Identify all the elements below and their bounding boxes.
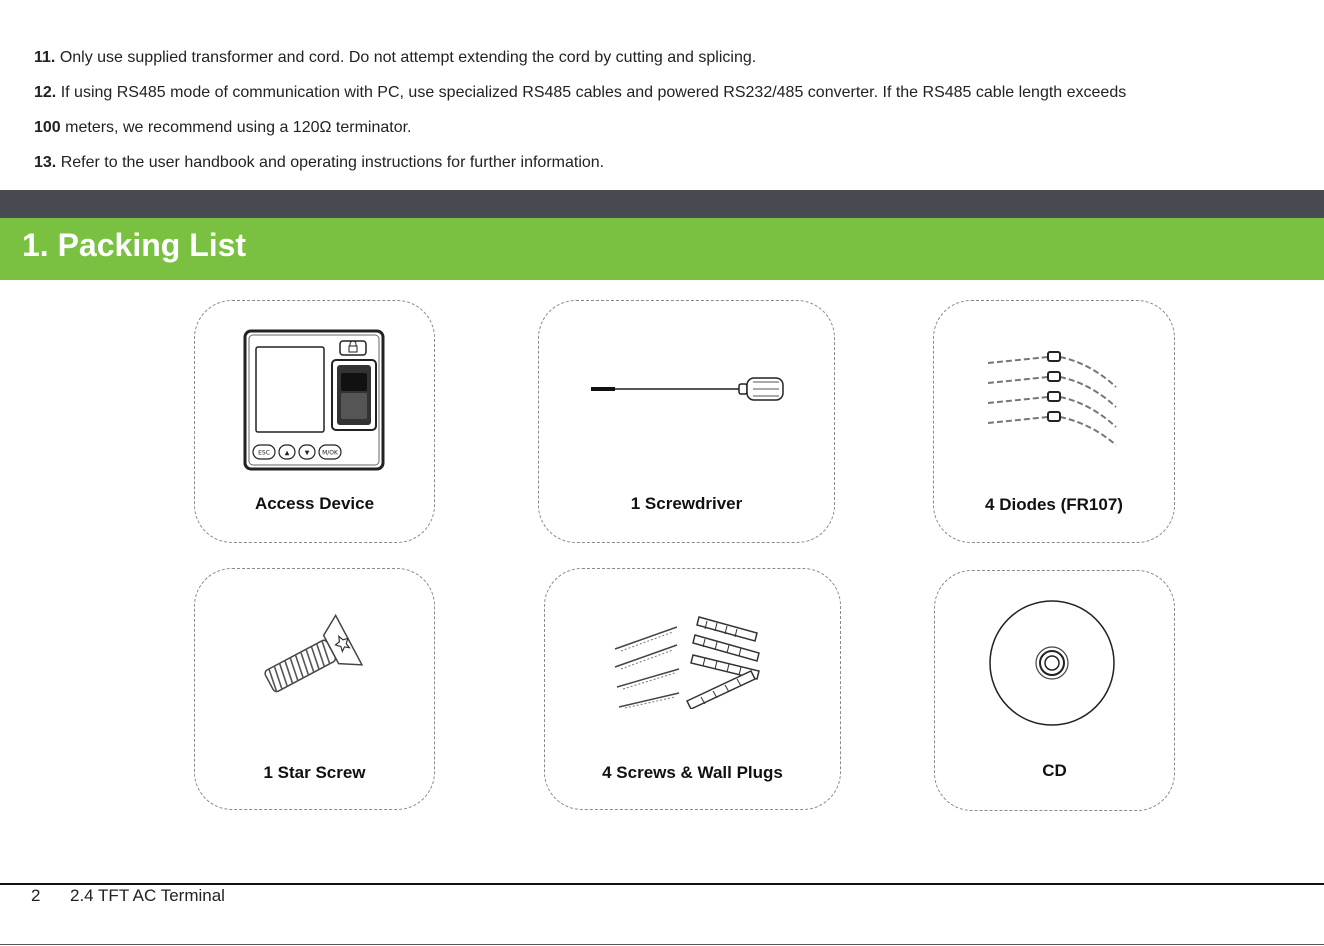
item-label-screwdriver: 1 Screwdriver — [630, 494, 743, 513]
section-band-dark — [0, 190, 1324, 218]
access-device-icon — [243, 329, 385, 471]
screws-wall-plugs-icon — [607, 609, 787, 709]
item-label-diodes: 4 Diodes (FR107) — [985, 495, 1123, 514]
svg-text:▼: ▼ — [304, 449, 310, 457]
footer-rule — [0, 883, 1324, 885]
item-label-star-screw: 1 Star Screw — [263, 763, 366, 782]
star-screw-icon — [253, 613, 373, 703]
item-card-screws-wall-plugs — [544, 568, 841, 810]
item-card-access-device — [194, 300, 435, 543]
footer-doc-title: 2.4 TFT AC Terminal — [70, 886, 225, 905]
note-12: 12. If using RS485 mode of communication with PC, use specialized RS485 cables and powered RS232/485 converter. If the RS485 cable length exceeds — [34, 84, 1127, 101]
cd-icon — [988, 599, 1116, 727]
item-label-access-device: Access Device — [254, 494, 375, 513]
note-13: 13. Refer to the user handbook and operating instructions for further information. — [34, 154, 605, 171]
item-card-star-screw — [194, 568, 435, 810]
page-number: 2 — [31, 886, 41, 905]
section-title: 1. Packing List — [22, 227, 247, 263]
page-bottom-rule — [0, 944, 1324, 945]
svg-text:ESC: ESC — [258, 449, 270, 457]
svg-text:▲: ▲ — [284, 449, 290, 457]
item-card-cd — [934, 570, 1175, 811]
note-12-continued: 100 meters, we recommend using a 120Ω terminator. — [34, 119, 412, 136]
item-card-screwdriver — [538, 300, 835, 543]
item-label-screws-wall-plugs: 4 Screws & Wall Plugs — [602, 763, 783, 782]
item-card-diodes — [933, 300, 1175, 543]
svg-text:M/OK: M/OK — [322, 449, 338, 457]
item-label-cd: CD — [1042, 761, 1067, 780]
note-11: 11. Only use supplied transformer and cord. Do not attempt extending the cord by cutting and splicing. — [34, 49, 757, 66]
diodes-icon — [986, 347, 1126, 447]
screwdriver-icon — [589, 369, 789, 409]
safety-notes — [34, 40, 1304, 180]
